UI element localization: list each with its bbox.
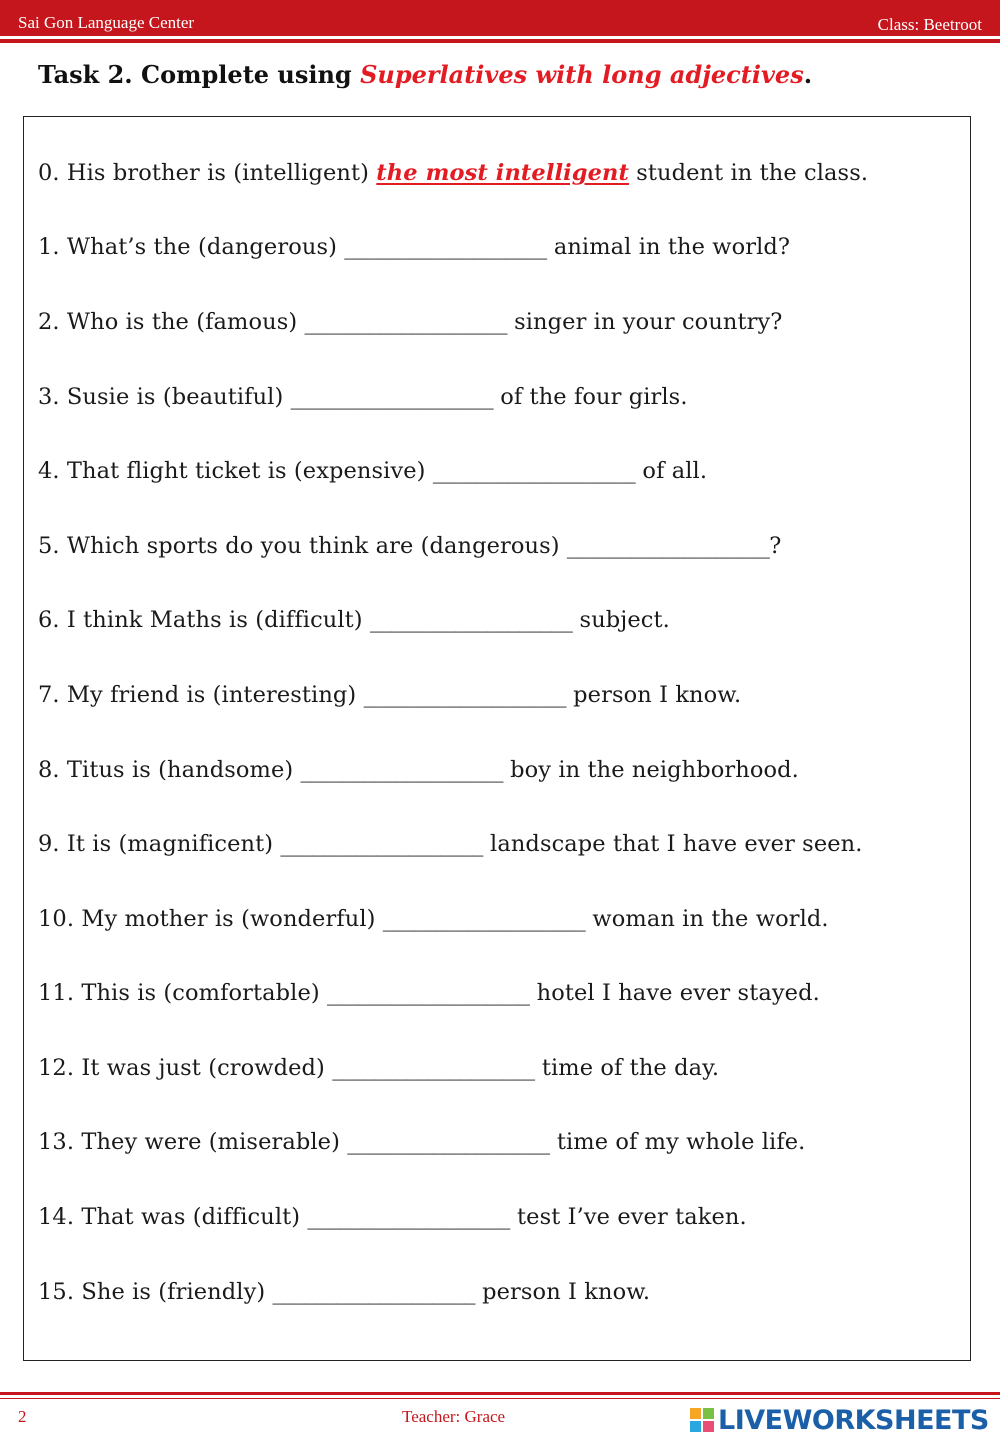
answer-blank-10[interactable]: ___________________ <box>382 906 586 932</box>
task-title-highlight: Superlatives with long adjectives <box>360 60 804 89</box>
exercise-item-1: 1. What’s the (dangerous) ___________________ animal in the world? <box>38 234 791 260</box>
example-answer: the most intelligent <box>376 160 629 186</box>
answer-blank-1[interactable]: ___________________ <box>344 234 547 260</box>
example-item <box>38 160 868 186</box>
answer-blank-12[interactable]: ___________________ <box>332 1055 535 1081</box>
exercise-item-7: 7. My friend is (interesting) ___________________ person I know. <box>38 682 742 708</box>
liveworksheets-logo[interactable] <box>690 1404 989 1436</box>
answer-blank-8[interactable]: ___________________ <box>300 757 503 783</box>
task-title-suffix: . <box>803 60 813 89</box>
logo-squares-icon <box>690 1408 714 1432</box>
exercise-item-8: 8. Titus is (handsome) ___________________ boy in the neighborhood. <box>38 757 799 783</box>
header-divider <box>0 39 1000 43</box>
exercise-item-10: 10. My mother is (wonderful) ___________________ woman in the world. <box>38 906 829 932</box>
exercise-item-3: 3. Susie is (beautiful) ___________________ of the four girls. <box>38 384 688 410</box>
header-bar <box>0 0 1000 36</box>
task-title-prefix: Task 2. Complete using <box>38 60 361 89</box>
footer-divider-thin <box>0 1398 1000 1399</box>
example-text-after: student in the class. <box>628 160 869 186</box>
exercise-item-15: 15. She is (friendly) ___________________ person I know. <box>38 1279 651 1305</box>
exercise-item-2: 2. Who is the (famous) ___________________ singer in your country? <box>38 309 783 335</box>
answer-blank-4[interactable]: ___________________ <box>432 458 636 484</box>
example-text: 0. His brother is (intelligent) <box>38 160 377 186</box>
logo-text: LIVEWORKSHEETS <box>718 1404 989 1436</box>
answer-blank-5[interactable]: ___________________ <box>566 533 770 559</box>
exercise-item-12: 12. It was just (crowded) ___________________ time of the day. <box>38 1055 720 1081</box>
exercise-item-4: 4. That flight ticket is (expensive) ___________________ of all. <box>38 458 708 484</box>
exercise-item-13: 13. They were (miserable) ___________________ time of my whole life. <box>38 1129 806 1155</box>
answer-blank-2[interactable]: ___________________ <box>304 309 507 335</box>
footer-divider <box>0 1392 1000 1395</box>
exercise-item-14: 14. That was (difficult) ___________________ test I’ve ever taken. <box>38 1204 747 1230</box>
answer-blank-3[interactable]: ___________________ <box>290 384 493 410</box>
answer-blank-9[interactable]: ___________________ <box>280 831 483 857</box>
exercise-item-11: 11. This is (comfortable) ___________________ hotel I have ever stayed. <box>38 980 820 1006</box>
school-name: Sai Gon Language Center <box>18 13 195 32</box>
answer-blank-15[interactable]: ___________________ <box>272 1279 475 1305</box>
task-title <box>38 60 988 89</box>
teacher-name: Teacher: Grace <box>402 1407 506 1426</box>
exercise-item-5: 5. Which sports do you think are (dangerous) ___________________? <box>38 533 782 559</box>
page-number: 2 <box>18 1407 27 1426</box>
answer-blank-7[interactable]: ___________________ <box>363 682 566 708</box>
answer-blank-13[interactable]: ___________________ <box>347 1129 550 1155</box>
exercise-item-6: 6. I think Maths is (difficult) ___________________ subject. <box>38 607 670 633</box>
exercise-frame <box>23 116 971 1361</box>
answer-blank-11[interactable]: ___________________ <box>327 980 530 1006</box>
answer-blank-6[interactable]: ___________________ <box>369 607 573 633</box>
exercise-item-9: 9. It is (magnificent) ___________________ landscape that I have ever seen. <box>38 831 863 857</box>
answer-blank-14[interactable]: ___________________ <box>307 1204 510 1230</box>
class-label: Class: Beetroot <box>877 15 982 34</box>
